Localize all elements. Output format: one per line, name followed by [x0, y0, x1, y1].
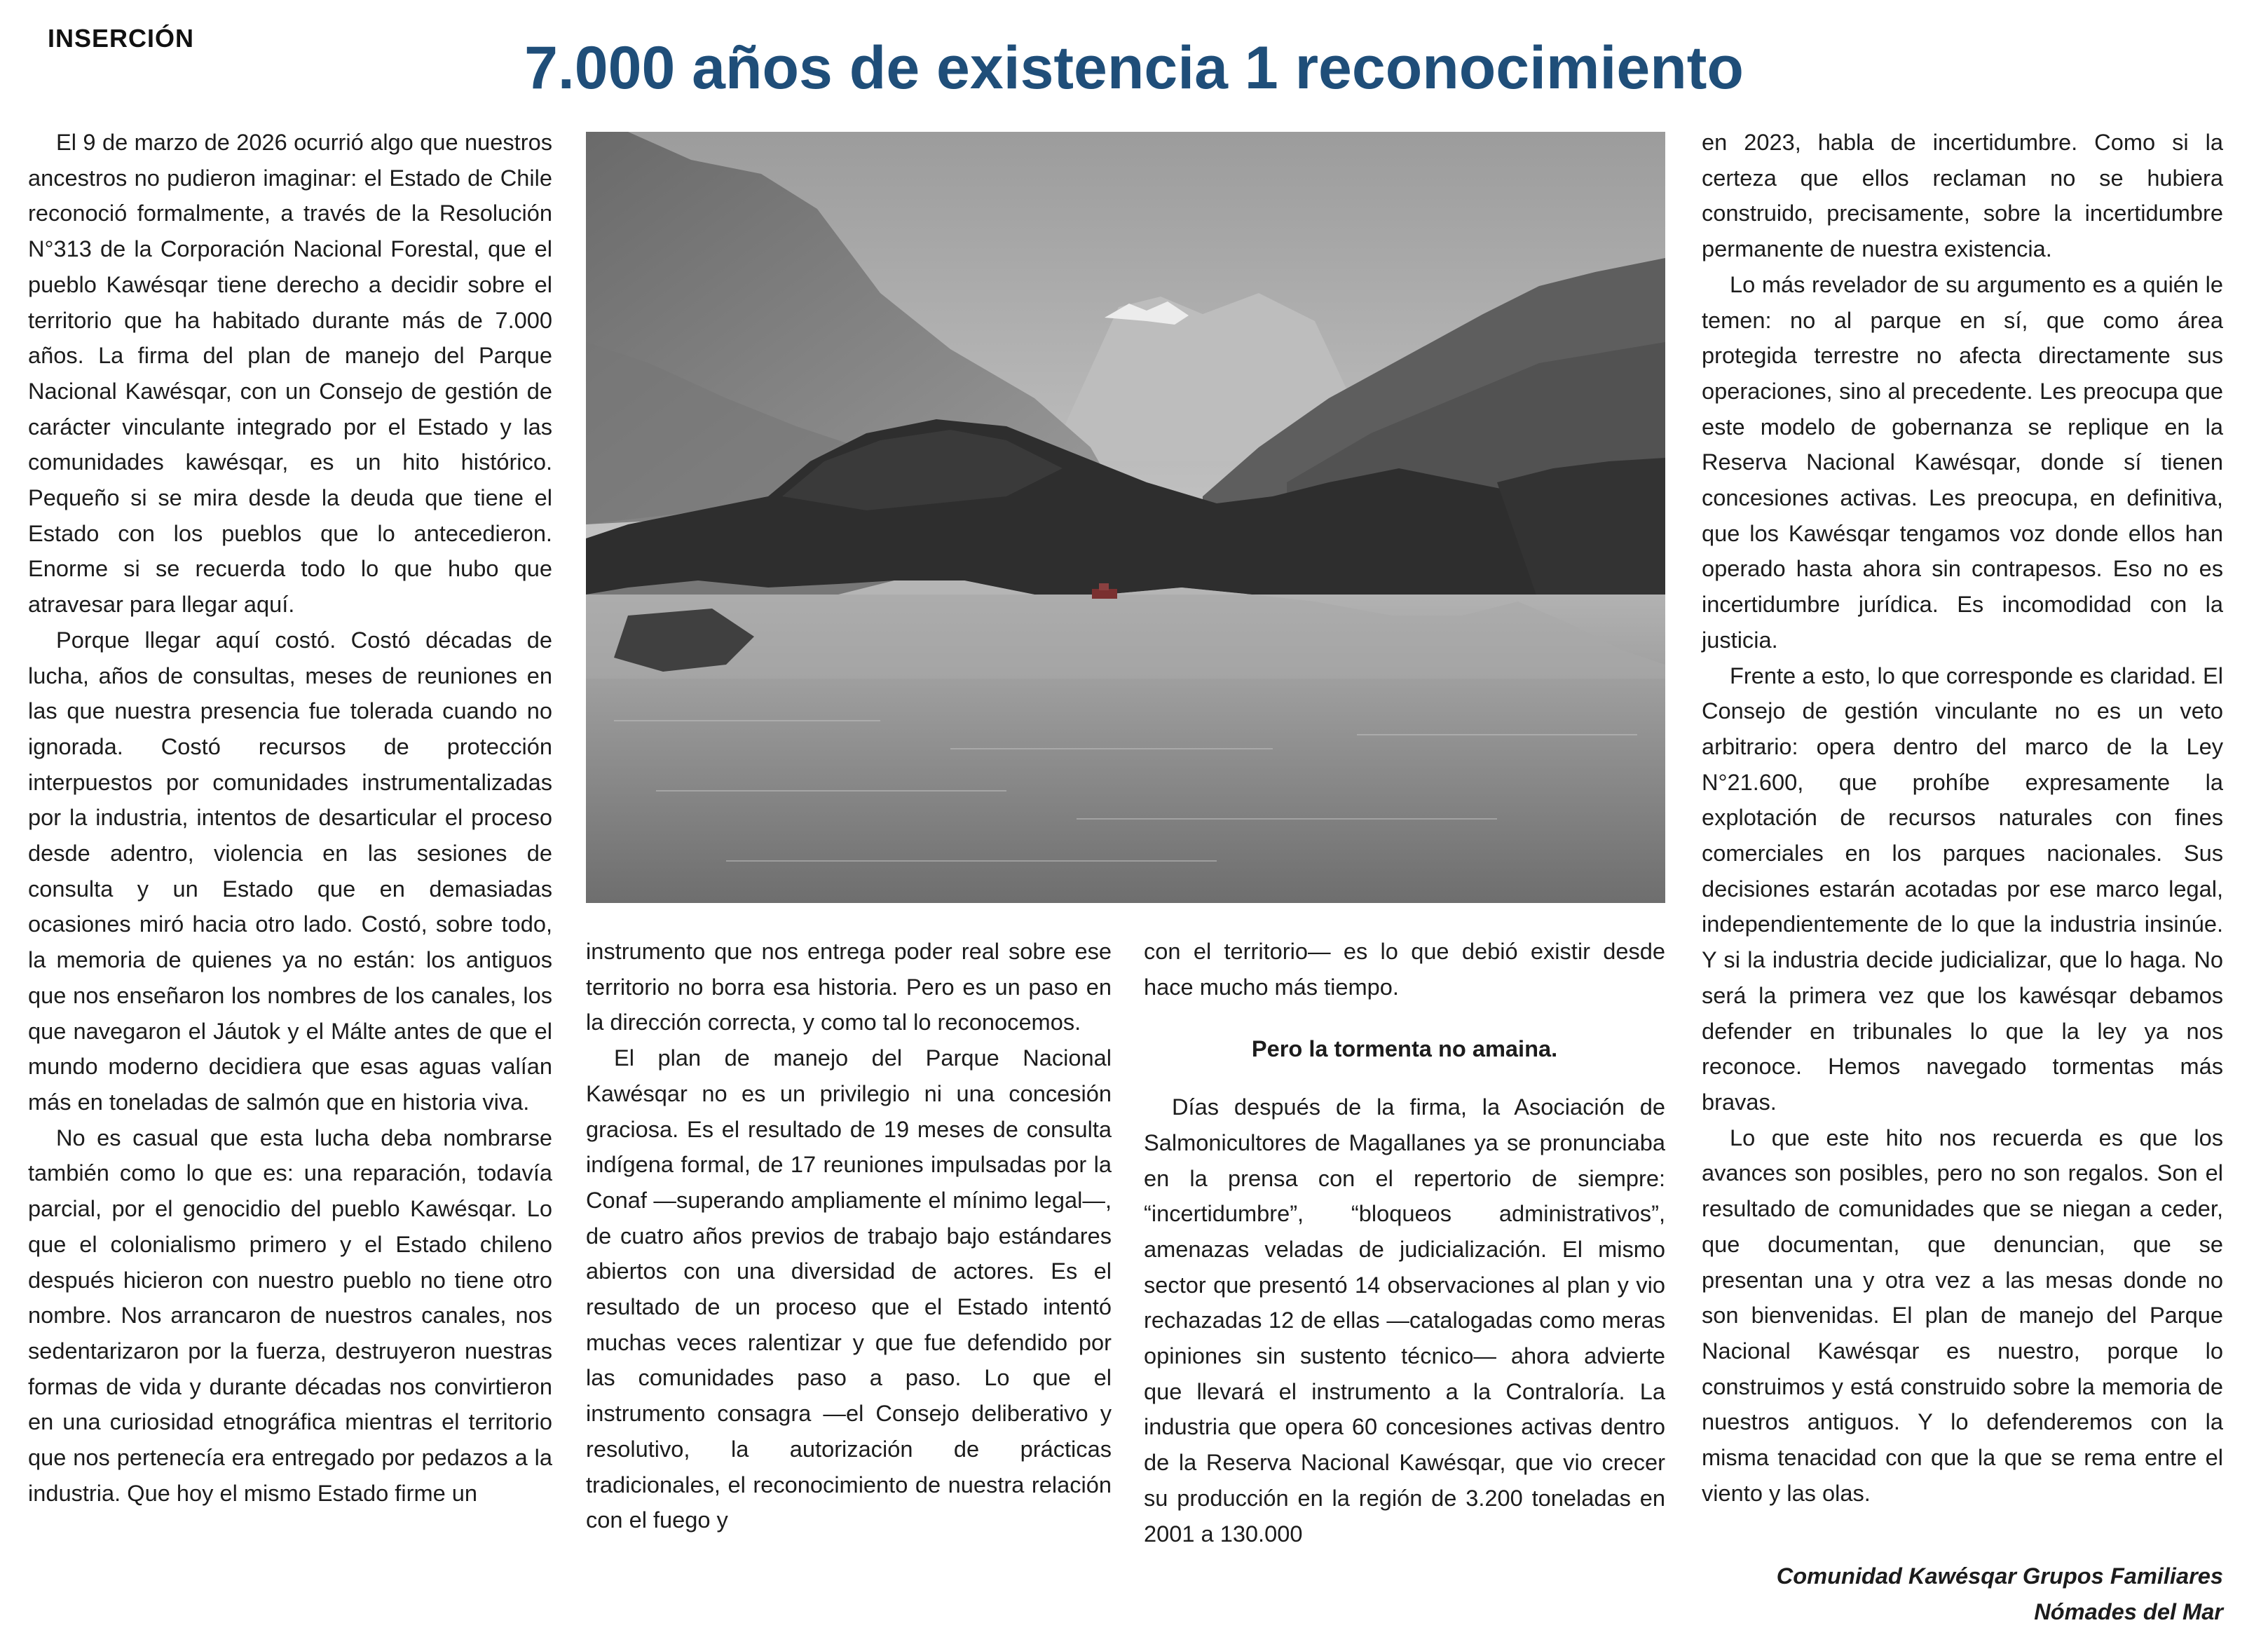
section-label: INSERCIÓN	[48, 24, 195, 53]
fjord-landscape-photo	[586, 132, 1665, 903]
paragraph: El 9 de marzo de 2026 ocurrió algo que nuestros ancestros no pudieron imaginar: el Estado de Chile reconoció formalmente, a través de la Resolución N°313 de la Corporación Nacional Forestal, que el pueblo Kawésqar tiene derecho a decidir sobre el territorio que ha habitado durante más de 7.000 años. La firma del plan de manejo del Parque Nacional Kawésqar, con un Consejo de gestión de carácter vinculante integrado por el Estado y las comunidades kawésqar, es un hito histórico. Pequeño si se mira desde la deuda que tiene el Estado con los pueblos que lo antecedieron. Enorme si se recuerda todo lo que hubo que atravesar para llegar aquí.	[28, 129, 552, 618]
paragraph: con el territorio— es lo que debió existir desde hace mucho más tiempo.	[1144, 938, 1665, 1000]
article-headline: 7.000 años de existencia 1 reconocimiento	[524, 34, 1744, 102]
article-column-3	[1144, 934, 1665, 1551]
paragraph: instrumento que nos entrega poder real sobre ese territorio no borra esa historia. Pero es un paso en la dirección correcta, y como tal lo reconocemos.	[586, 938, 1112, 1035]
paragraph: Lo que este hito nos recuerda es que los avances son posibles, pero no son regalos. Son el resultado de comunidades que se niegan a ceder, que documentan, que denuncian, que se presentan una y otra vez a las mesas donde no son bienvenidas. El plan de manejo del Parque Nacional Kawésqar es nuestro, porque lo construimos y está construido sobre la memoria de nuestros antiguos. Y lo defenderemos con la misma tenacidad con que la que se rema entre el viento y las olas.	[1702, 1124, 2223, 1506]
article-column-2	[586, 934, 1112, 1538]
paragraph: Porque llegar aquí costó. Costó décadas de lucha, años de consultas, meses de reuniones en las que nuestra presencia fue tolerada cuando no ignorada. Costó recursos de protección interpuestos por comunidades instrumentalizadas por la industria, intentos de desarticular el proceso desde adentro, violencia en las sesiones de consulta y un Estado que en demasiadas ocasiones miró hacia otro lado. Costó, sobre todo, la memoria de quienes ya no están: los antiguos que nos enseñaron los nombres de los canales, los que navegaron el Jáutok y el Málte antes de que el mundo moderno decidiera que esas aguas valían más en toneladas de salmón que en historia viva.	[28, 626, 552, 1115]
signature-line-2: Nómades del Mar	[2034, 1598, 2223, 1625]
article-column-1	[28, 125, 552, 1511]
author-signature	[1702, 1558, 2223, 1629]
section-subheading: Pero la tormenta no amaina.	[1251, 1035, 1558, 1062]
paragraph: en 2023, habla de incertidumbre. Como si la certeza que ellos reclaman no se hubiera construido, precisamente, sobre la incertidumbre permanente de nuestra existencia.	[1702, 129, 2223, 262]
paragraph: Días después de la firma, la Asociación de Salmonicultores de Magallanes ya se pronunciaba en la prensa con el repertorio de siempre: “incertidumbre”, “bloqueos administrativos”, amenazas veladas de judicialización. El mismo sector que presentó 14 observaciones al plan y vio rechazadas 12 de ellas —catalogadas como meras opiniones sin sustento técnico— ahora advierte que llevará el instrumento a la Contraloría. La industria que opera 60 concesiones activas dentro de la Reserva Nacional Kawésqar, que vio crecer su producción en la región de 3.200 toneladas en 2001 a 130.000	[1144, 1094, 1665, 1547]
paragraph: Lo más revelador de su argumento es a quién le temen: no al parque en sí, que como área protegida terrestre no afecta directamente sus operaciones, sino al precedente. Les preocupa que este modelo de gobernanza se replique en la Reserva Nacional Kawésqar, donde sí tienen concesiones activas. Les preocupa, en definitiva, que los Kawésqar tengamos voz donde ellos han operado hasta ahora sin contrapesos. Eso no es incertidumbre jurídica. Es incomodidad con la justicia.	[1702, 271, 2223, 653]
signature-line-1: Comunidad Kawésqar Grupos Familiares	[1776, 1563, 2223, 1589]
paragraph: No es casual que esta lucha deba nombrarse también como lo que es: una reparación, todavía parcial, por el genocidio del pueblo Kawésqar. Lo que el colonialismo primero y el Estado chileno después hicieron con nuestro pueblo no tiene otro nombre. Nos arrancaron de nuestros canales, nos sedentarizaron por la fuerza, destruyeron nuestras formas de vida y durante décadas nos convirtieron en una curiosidad etnográfica mientras el territorio que nos pertenecía era entregado por pedazos a la industria. Que hoy el mismo Estado firme un	[28, 1124, 552, 1506]
paragraph: Frente a esto, lo que corresponde es claridad. El Consejo de gestión vinculante no es un veto arbitrario: opera dentro del marco de la Ley N°21.600, que prohíbe expresamente la explotación de recursos naturales con fines comerciales en los parques nacionales. Sus decisiones estarán acotadas por ese marco legal, independientemente de lo que la industria insinúe. Y si la industria decide judicializar, que lo haga. No será la primera vez que los kawésqar debamos defender en tribunales lo que la ley ya nos reconoce. Hemos navegado tormentas más bravas.	[1702, 662, 2223, 1115]
article-column-4	[1702, 125, 2223, 1630]
paragraph: El plan de manejo del Parque Nacional Kawésqar no es un privilegio ni una concesión graciosa. Es el resultado de 19 meses de consulta indígena formal, de 17 reuniones impulsadas por la Conaf —superando ampliamente el mínimo legal—, de cuatro años previos de trabajo bajo estándares abiertos con una diversidad de actores. Es el resultado de un proceso que el Estado intentó muchas veces ralentizar y que fue defendido por las comunidades paso a paso. Lo que el instrumento consagra —el Consejo deliberativo y resolutivo, la autorización de prácticas tradicionales, el reconocimiento de nuestra relación con el fuego y	[586, 1045, 1112, 1533]
